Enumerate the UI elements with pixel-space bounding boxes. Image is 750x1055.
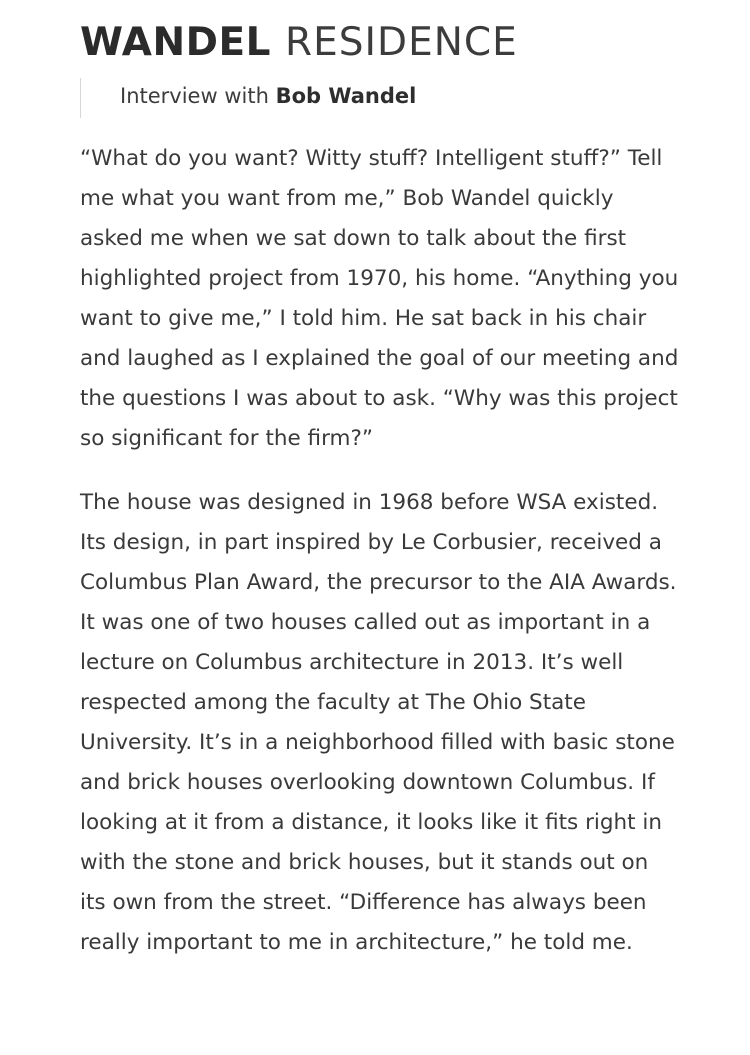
interviewee-name: Bob Wandel bbox=[275, 84, 417, 108]
title-light-part: RESIDENCE bbox=[285, 20, 518, 65]
title-bold-part: WANDEL bbox=[80, 20, 271, 65]
article bbox=[80, 0, 680, 963]
paragraph-1: “What do you want? Witty stuff? Intelligent stuff?” Tell me what you want from me,” Bob Wandel quickly asked me when we sat down to talk about the first highlighted project from 1970, his home. “Anything you want to give me,” I told him. He sat back in his chair and laughed as I explained the goal of our meeting and the questions I was about to ask. “Why was this project so significant for the firm?” bbox=[80, 146, 679, 451]
page-title bbox=[80, 0, 680, 66]
subtitle-prefix: Interview with bbox=[120, 84, 276, 108]
subtitle-quote-block bbox=[80, 78, 680, 118]
paragraph-2: The house was designed in 1968 before WSA existed. Its design, in part inspired by Le Corbusier, received a Columbus Plan Award, the precursor to the AIA Awards. It was one of two houses called out as important in a lecture on Columbus architecture in 2013. It’s well respected among the faculty at The Ohio State University. It’s in a neighborhood filled with basic stone and brick houses overlooking downtown Columbus. If looking at it from a distance, it looks like it fits right in with the stone and brick houses, but it stands out on its own from the street. “Difference has always been really important to me in architecture,” he told me. bbox=[80, 490, 677, 955]
article-body bbox=[80, 139, 680, 963]
